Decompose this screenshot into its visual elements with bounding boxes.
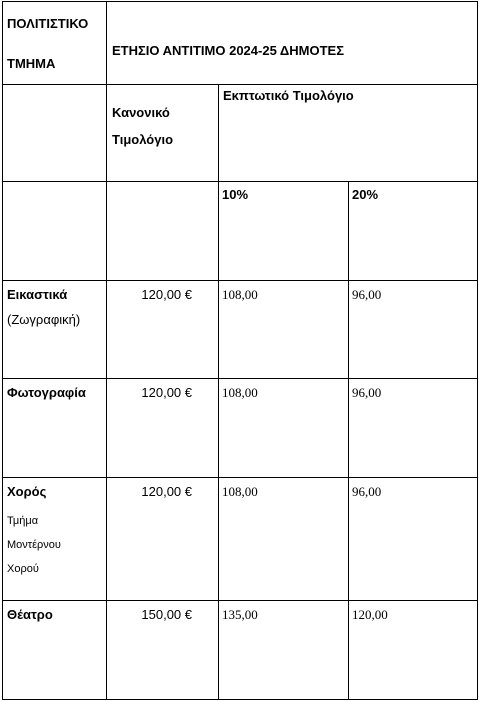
course-subtitle xyxy=(7,509,106,581)
header-row-percent xyxy=(3,182,478,281)
discount-20-price: 96,00 xyxy=(349,478,478,601)
course-name-cell xyxy=(3,478,107,601)
fee-table xyxy=(2,1,478,700)
course-subtitle-line-1: Τμήμα xyxy=(7,515,39,527)
normal-price: 120,00 € xyxy=(107,379,219,478)
discount-20-price: 120,00 xyxy=(349,601,478,700)
normal-price: 150,00 € xyxy=(107,601,219,700)
course-name-cell xyxy=(3,379,107,478)
normal-price: 120,00 € xyxy=(107,281,219,379)
discount-10-price: 135,00 xyxy=(219,601,349,700)
course-name: Χορός xyxy=(7,484,47,499)
discount-20-price: 96,00 xyxy=(349,379,478,478)
table-row xyxy=(3,379,478,478)
table-row xyxy=(3,281,478,379)
course-subtitle: (Ζωγραφική) xyxy=(7,312,81,327)
discount-10-header: 10% xyxy=(219,182,349,281)
discount-10-price: 108,00 xyxy=(219,281,349,379)
header-row-pricing xyxy=(3,85,478,182)
empty-cell xyxy=(107,182,219,281)
course-subtitle-line-3: Χορού xyxy=(7,563,39,575)
normal-price-header-line-2: Τιμολόγιο xyxy=(112,132,174,147)
course-name: Φωτογραφία xyxy=(7,385,86,400)
discount-20-header: 20% xyxy=(349,182,478,281)
discount-20-price: 96,00 xyxy=(349,281,478,379)
department-line-2: ΤΜΗΜΑ xyxy=(7,56,56,71)
table-title: ΕΤΗΣΙΟ ΑΝΤΙΤΙΜΟ 2024-25 ΔΗΜΟΤΕΣ xyxy=(107,2,478,85)
course-name: Θέατρο xyxy=(7,607,53,622)
normal-price-header xyxy=(107,85,219,182)
header-row-title xyxy=(3,2,478,85)
discount-10-price: 108,00 xyxy=(219,478,349,601)
table-row xyxy=(3,478,478,601)
department-cell xyxy=(3,2,107,85)
course-subtitle-line-2: Μοντέρνου xyxy=(7,539,61,551)
table-row xyxy=(3,601,478,700)
empty-cell xyxy=(3,182,107,281)
discount-10-price: 108,00 xyxy=(219,379,349,478)
empty-cell xyxy=(3,85,107,182)
normal-price-header-line-1: Κανονικό xyxy=(112,105,170,120)
normal-price: 120,00 € xyxy=(107,478,219,601)
department-line-1: ΠΟΛΙΤΙΣΤΙΚΟ xyxy=(7,16,89,31)
discount-price-header: Εκπτωτικό Τιμολόγιο xyxy=(219,85,478,182)
course-name-cell xyxy=(3,601,107,700)
course-name: Εικαστικά xyxy=(7,287,68,302)
course-name-cell xyxy=(3,281,107,379)
